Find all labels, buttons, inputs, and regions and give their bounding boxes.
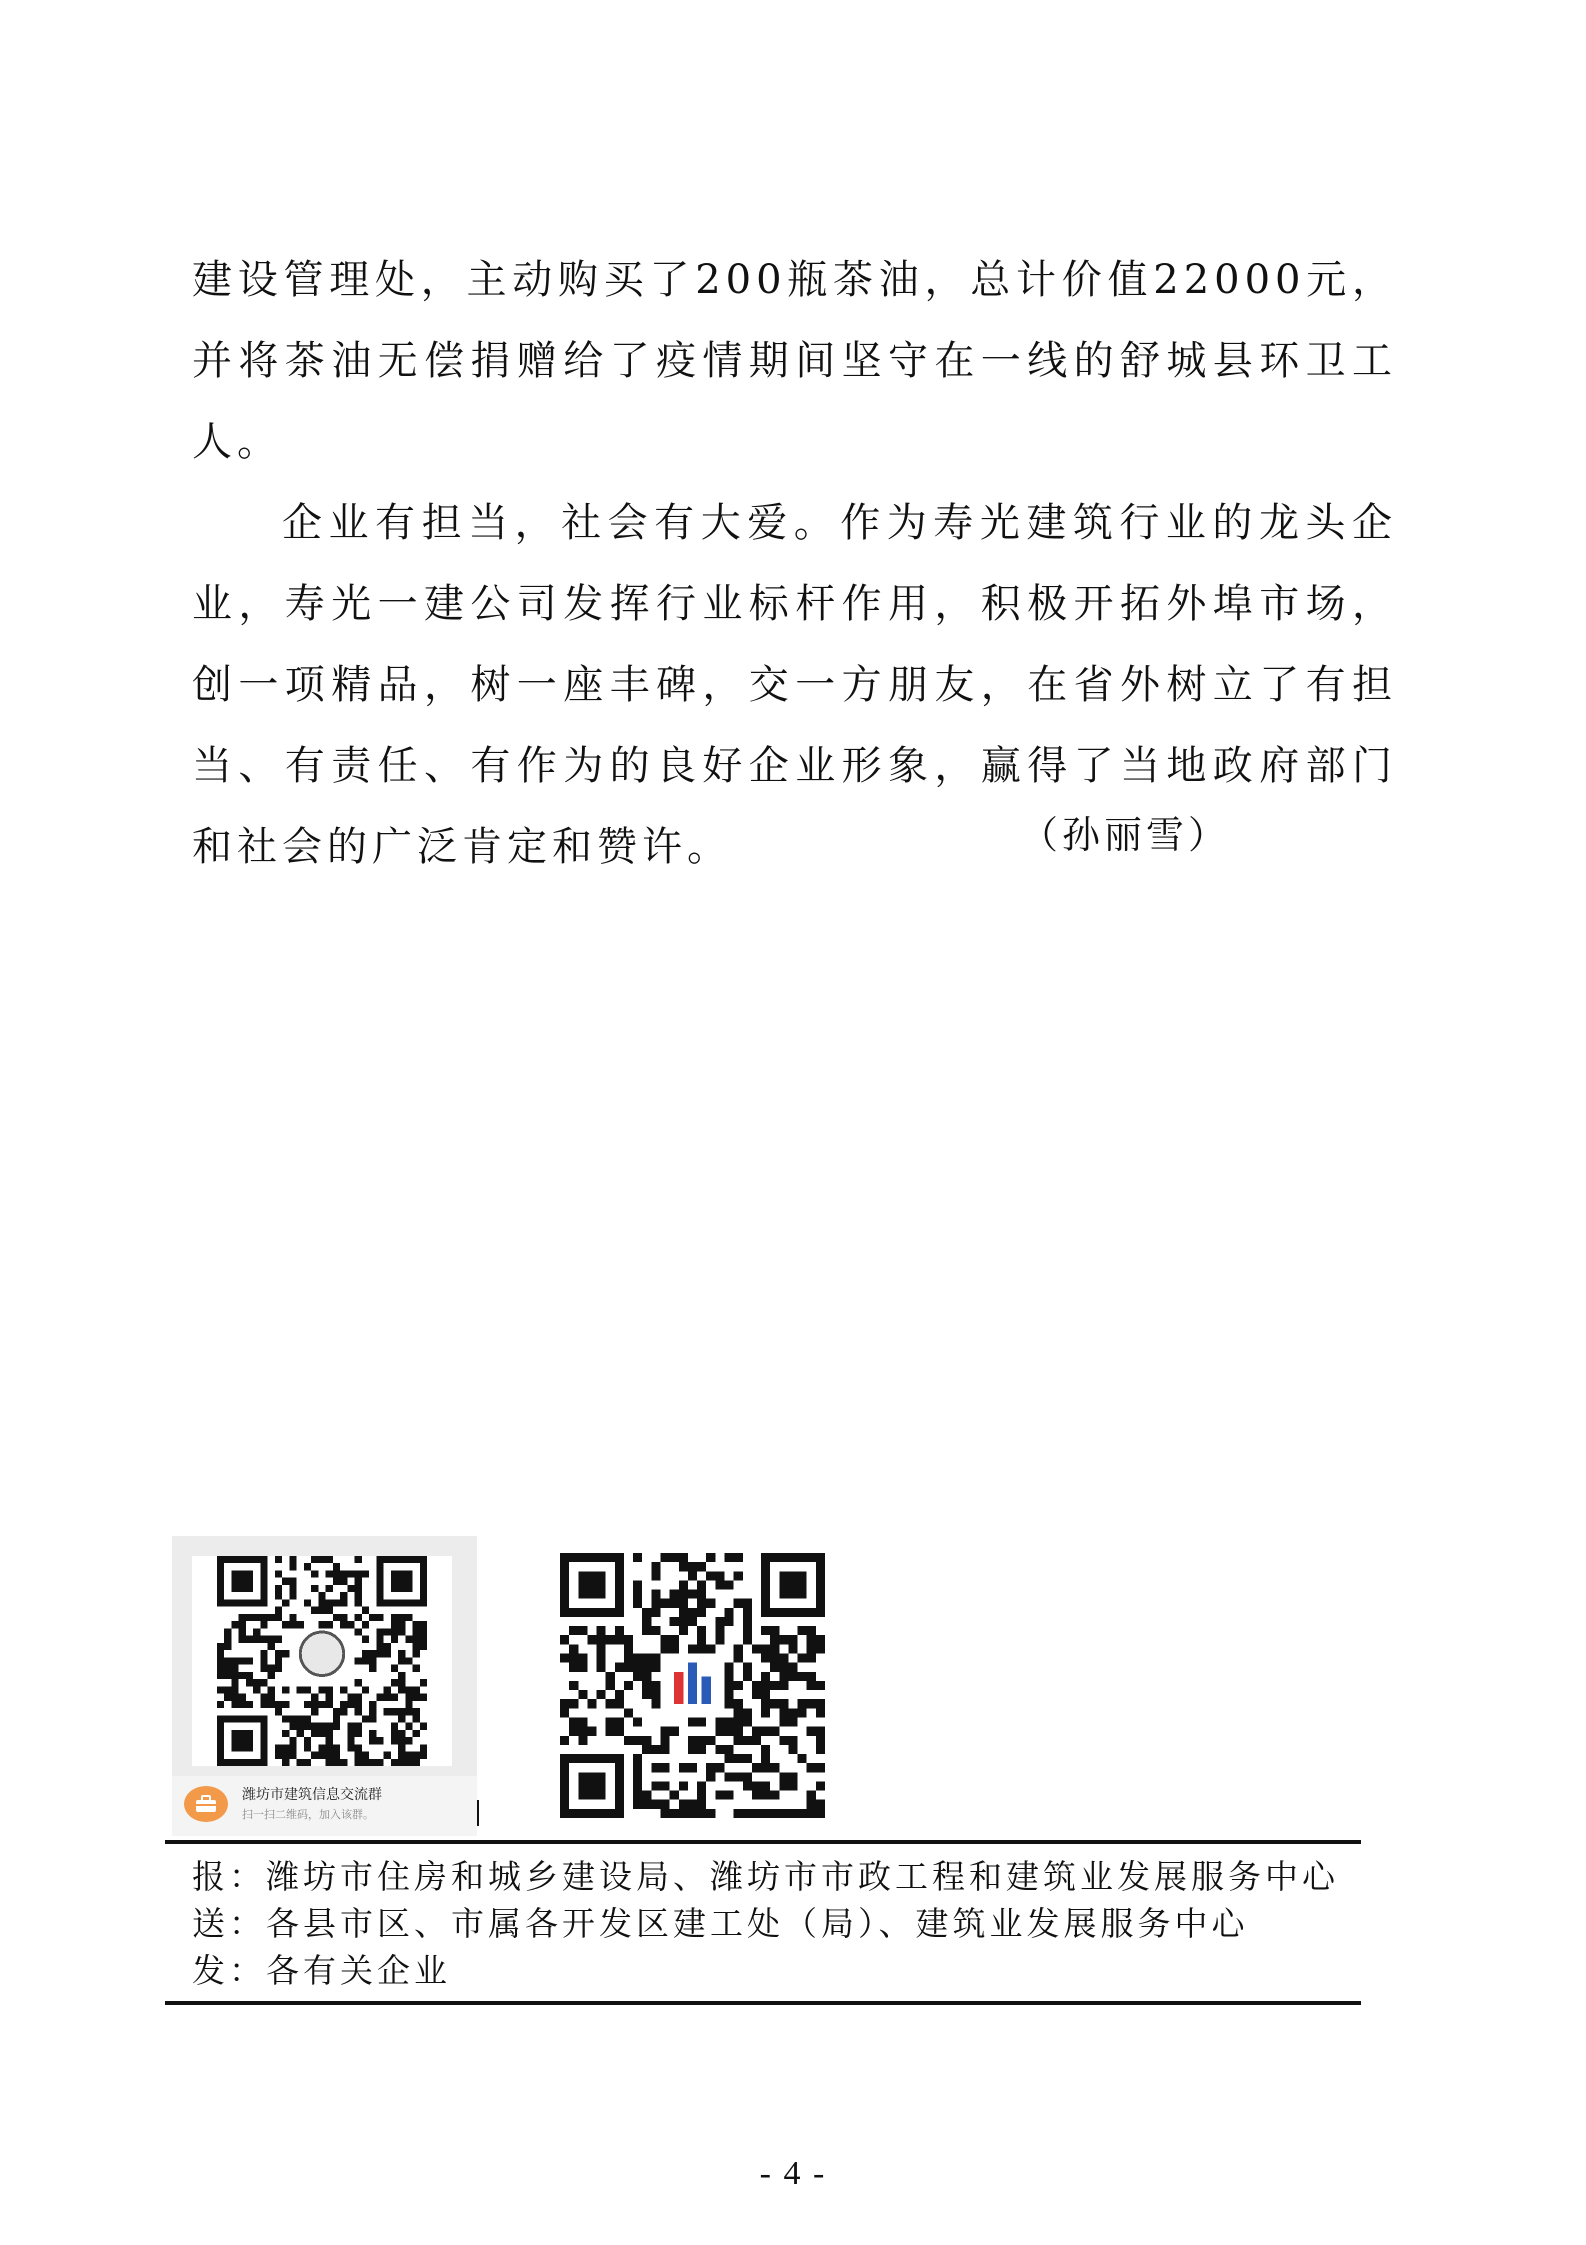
paragraph-continuation: 建设管理处，主动购买了200瓶茶油，总计价值22000元，并将茶油无偿捐赠给了疫情期间坚守在一线的舒城县环卫工人。 bbox=[192, 257, 1397, 465]
qr-separator-mark bbox=[477, 1800, 479, 1826]
page-number: - 4 - bbox=[759, 2155, 827, 2192]
distribution-send-to: 送：各县市区、市属各开发区建工处（局）、建筑业发展服务中心 bbox=[192, 1904, 1249, 1943]
group-briefcase-icon bbox=[184, 1786, 228, 1822]
wechat-group-qr-card bbox=[172, 1536, 477, 1836]
paragraph-conclusion: 企业有担当，社会有大爱。作为寿光建筑行业的龙头企业，寿光一建公司发挥行业标杆作用，积极开拓外埠市场，创一项精品，树一座丰碑，交一方朋友，在省外树立了有担当、有责任、有作为的良好企业形象，赢得了当地政府部门和社会的广泛肯定和赞许。 bbox=[192, 500, 1397, 870]
group-name-label: 潍坊市建筑信息交流群 bbox=[242, 1787, 382, 1803]
group-scan-hint: 扫一扫二维码，加入该群。 bbox=[242, 1808, 374, 1821]
official-account-qr-code-image bbox=[560, 1553, 825, 1818]
distribution-top-rule bbox=[165, 1840, 1361, 1844]
distribution-issue-to: 发：各有关企业 bbox=[192, 1951, 451, 1990]
distribution-list bbox=[192, 1853, 1362, 1994]
group-caption-bar bbox=[172, 1776, 477, 1836]
distribution-bottom-rule bbox=[165, 2001, 1361, 2005]
distribution-report-to: 报：潍坊市住房和城乡建设局、潍坊市市政工程和建筑业发展服务中心 bbox=[192, 1857, 1339, 1896]
group-qr-code-image bbox=[192, 1556, 452, 1766]
author-byline: （孙丽雪） bbox=[1020, 813, 1231, 857]
article-body bbox=[192, 240, 1397, 888]
